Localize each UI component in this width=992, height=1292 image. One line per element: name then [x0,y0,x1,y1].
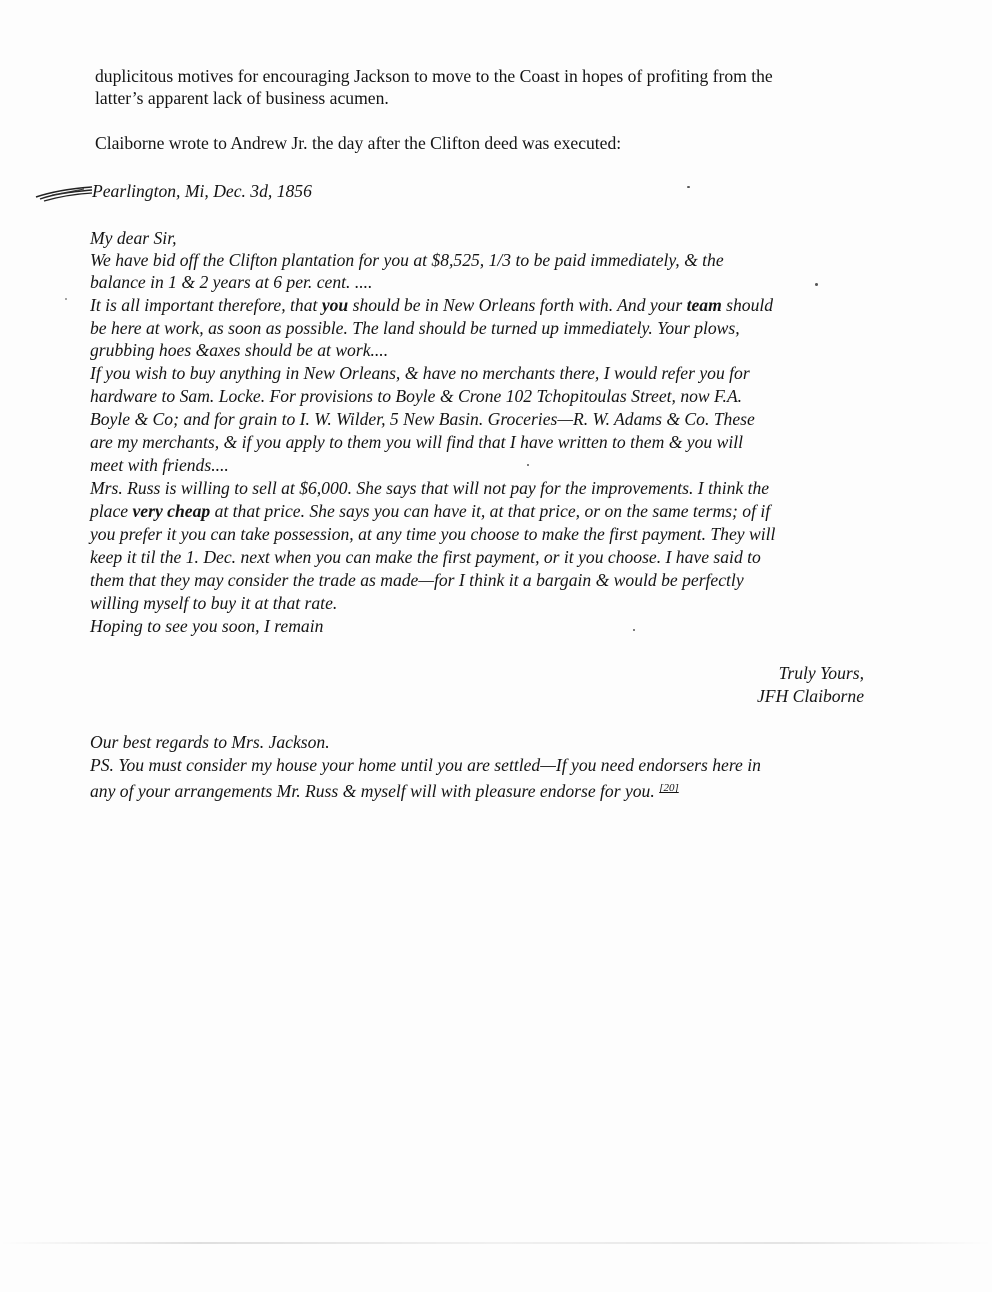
letter-line-12-part-a: place [90,501,133,521]
scan-speck [633,629,635,631]
intro-line-2: latter’s apparent lack of business acumen. [95,88,389,108]
letter-line-11: Mrs. Russ is willing to sell at $6,000. She says that will not pay for the improvements. I think the [90,478,770,498]
postscript-line-2-text: any of your arrangements Mr. Russ & myself will with pleasure endorse for you. [90,781,655,801]
letter-line-15: them that they may consider the trade as made—for I think it a bargain & would be perfectly [90,570,744,590]
letter-line-8: Boyle & Co; and for grain to I. W. Wilder, 5 New Basin. Groceries—R. W. Adams & Co. These [90,409,755,429]
postscript-line-2 [90,778,679,801]
letter-line-5: grubbing hoes &axes should be at work.... [90,340,389,360]
letter-line-3 [90,295,773,315]
letter-line-3-part-e: should [721,295,774,315]
letter-line-3-part-c: should be in New Orleans forth with. And your [348,295,687,315]
letter-line-2: balance in 1 & 2 years at 6 per. cent. .... [90,272,373,292]
letter-line-13: you prefer it you can take possession, at any time you choose to make the first payment. They will [90,524,776,544]
scan-speck [527,464,529,466]
letter-line-14: keep it til the 1. Dec. next when you can make the first payment, or it you choose. I have said to [90,547,761,567]
footnote-reference[interactable]: [20] [659,782,679,794]
letter-line-10: meet with friends.... [90,455,229,475]
scan-edge-line [0,1242,992,1244]
letter-dateline: Pearlington, Mi, Dec. 3d, 1856 [92,181,312,201]
intro-line-1: duplicitous motives for encouraging Jackson to move to the Coast in hopes of profiting from the [95,66,773,86]
postscript-line-1: PS. You must consider my house your home until you are settled—If you need endorsers here in [90,755,761,775]
scan-speck [687,186,690,188]
letter-line-17: Hoping to see you soon, I remain [90,616,324,636]
emphasis-team: team [686,295,722,315]
letter-line-16: willing myself to buy it at that rate. [90,593,338,613]
postscript-regards: Our best regards to Mrs. Jackson. [90,732,330,752]
letter-closing: Truly Yours, [778,663,864,683]
letter-signature: JFH Claiborne [756,686,864,706]
letter-line-9: are my merchants, & if you apply to them you will find that I have written to them & you will [90,432,743,452]
handwritten-scribble-mark [34,181,96,203]
scan-speck [815,283,818,286]
emphasis-very-cheap: very cheap [132,501,211,521]
emphasis-you: you [321,295,349,315]
letter-line-12 [90,501,770,521]
letter-line-4: be here at work, as soon as possible. The land should be turned up immediately. Your plows, [90,318,740,338]
letter-line-3-part-a: It is all important therefore, that [90,295,322,315]
letter-salutation: My dear Sir, [90,228,177,248]
letter-line-6: If you wish to buy anything in New Orleans, & have no merchants there, I would refer you for [90,363,750,383]
letter-line-12-part-c: at that price. She says you can have it, at that price, or on the same terms; of if [210,501,771,521]
letter-line-7: hardware to Sam. Locke. For provisions to Boyle & Crone 102 Tchopitoulas Street, now F.A. [90,386,743,406]
lead-in-sentence: Claiborne wrote to Andrew Jr. the day after the Clifton deed was executed: [95,133,622,153]
letter-line-1: We have bid off the Clifton plantation for you at $8,525, 1/3 to be paid immediately, & the [90,250,724,270]
scan-speck [65,298,67,300]
